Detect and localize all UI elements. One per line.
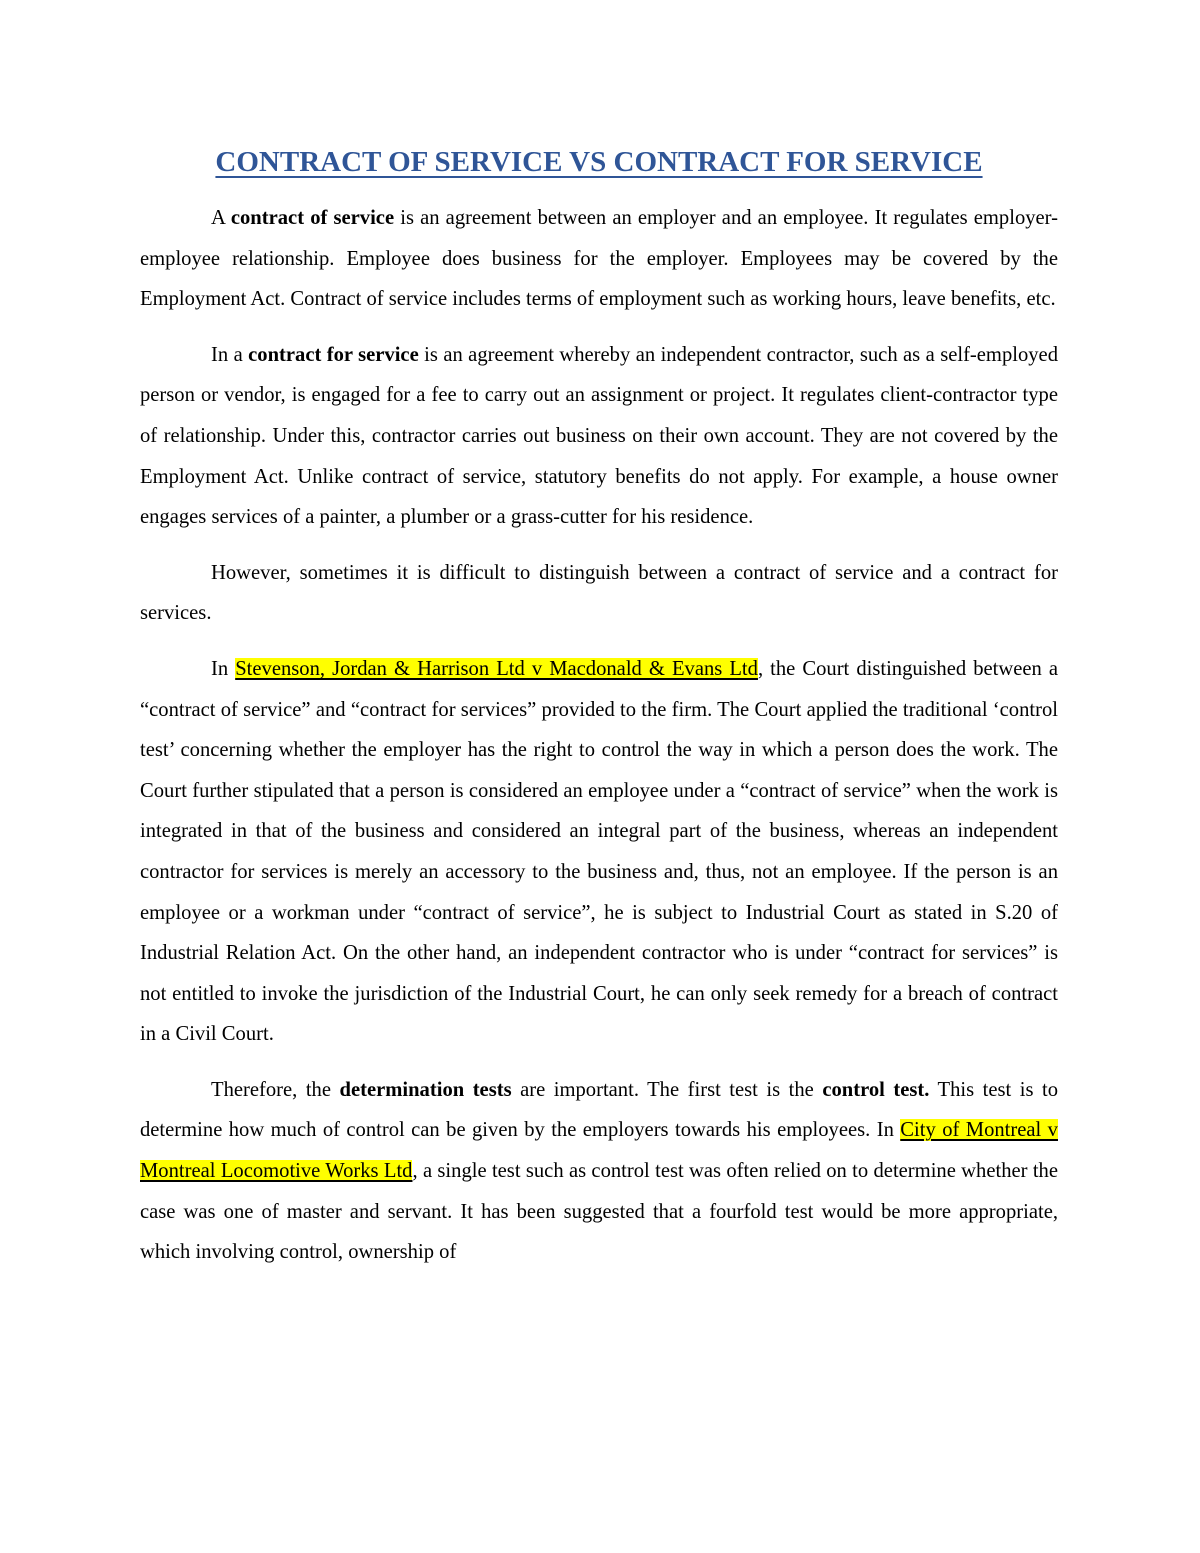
text-run: A: [211, 207, 231, 229]
text-run: is an agreement whereby an independent contractor, such as a self-employed person or vendor, is engaged for a fee to carry out an assignment or project. It regulates client-contractor type of relationship. Under this, contractor carries out business on their own account. They are not covered by the Employment Act. Unlike contract of service, statutory benefits do not apply. For example, a house owner engages services of a painter, a plumber or a grass-cutter for his residence.: [140, 343, 1058, 529]
text-run: In a: [211, 343, 249, 366]
text-run: However, sometimes it is difficult to distinguish between a contract of service and a contract for services.: [140, 561, 1058, 625]
paragraph-contract-of-service: [140, 198, 1058, 320]
document-title: CONTRACT OF SERVICE VS CONTRACT FOR SERVICE: [215, 146, 983, 178]
bold-term: control test.: [822, 1078, 930, 1101]
paragraph-distinguish: [140, 553, 1058, 634]
paragraph-determination-tests: [140, 1070, 1058, 1273]
text-run: , the Court distinguished between a “contract of service” and “contract for services” provided to the firm. The Court applied the traditional ‘control test’ concerning whether the employer has the right to control the way in which a person does the work. The Court further stipulated that a person is considered an employee under a “contract of service” when the work is integrated in that of the business and considered an integral part of the business, whereas an independent contractor for services is merely an accessory to the business and, thus, not an employee. If the person is an employee or a workman under “contract of service”, he is subject to Industrial Court as stated in S.20 of Industrial Relation Act. On the other hand, an independent contractor who is under “contract for services” is not entitled to invoke the jurisdiction of the Industrial Court, he can only seek remedy for a breach of contract in a Civil Court.: [140, 657, 1059, 1046]
bold-term: contract for service: [248, 343, 419, 366]
document-page: [140, 140, 1058, 1273]
highlighted-case-name: City of Montreal v Montreal Locomotive Works Ltd: [140, 1119, 1058, 1183]
text-run: This test is to determine how much of control can be given by the employers towards his employees. In: [140, 1078, 1059, 1142]
paragraph-contract-for-service: [140, 335, 1058, 538]
highlighted-case-name: Stevenson, Jordan & Harrison Ltd v Macdonald & Evans Ltd: [235, 657, 758, 680]
text-run: is an agreement between an employer and an employee. It regulates employer-employee relationship. Employee does business for the employer. Employees may be covered by the Employment Act. Contract of service includes terms of employment such as working hours, leave benefits, etc.: [140, 207, 1058, 311]
paragraph-stevenson-case: [140, 649, 1058, 1055]
text-run: are important. The first test is the: [511, 1078, 823, 1101]
text-run: , a single test such as control test was often relied on to determine whether the case was one of master and servant. It has been suggested that a fourfold test would be more appropriate, which involving control, ownership of: [140, 1160, 1058, 1264]
bold-term: contract of service: [230, 207, 395, 229]
text-run: Therefore, the: [211, 1078, 340, 1101]
bold-term: determination tests: [339, 1078, 512, 1101]
text-run: In: [211, 657, 236, 680]
